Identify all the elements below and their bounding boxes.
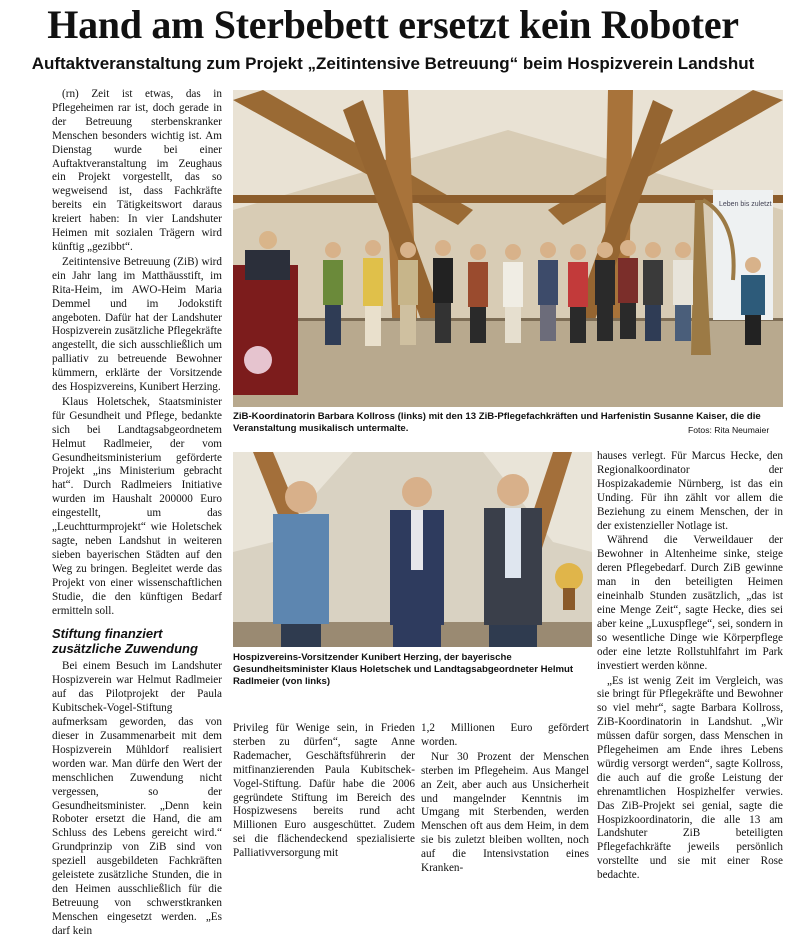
headline: Hand am Sterbebett ersetzt kein Roboter [47,2,739,47]
photo1-caption: ZiB-Koordinatorin Barbara Kollross (links) mit den 13 ZiB-Pflegefachkräften und Harfenistin Susanne Kaiser, die die Veranstaltung musikalisch untermalte. [233,411,761,434]
paragraph: Privileg für Wenige sein, in Frieden sterben zu dürfen“, sagte Anne Rademacher, Geschäftsführerin der mitfinanzierenden Paula Kubitschek-Vogel-Stiftung. Dafür habe die 2006 gegründete Stiftung im Bereich des Hospizwesens bereits rund acht Millionen Euro ausgeschüttet. Zudem sei die flächendeckend spezialisierte Palliativversorgung mit [233,722,415,860]
paragraph: Nur 30 Prozent der Menschen sterben im Pflegeheim. Aus Mangel an Zeit, aber auch aus Unsicherheit und mangelnder Kenntnis im Umgang mit Sterbenden, werden Menschen oft aus dem Heim, in dem sie bis zuletzt bleiben wollten, noch auf die Intensivstation eines Kranken- [421,750,589,875]
paragraph: „Es ist wenig Zeit im Vergleich, was sie bringt für Pflegekräfte und Bewohner so viel mehr“, sagte Barbara Kollross, ZiB-Koordinatorin in Landshut. „Wir müssen dafür sorgen, dass Menschen in Pflegeheimen am Ende ihres Lebens würdig versorgt werden“, sagte Kollross, die auch auf die große Leistung der ehrenamtlichen Hospizhelfer verwies. Das ZiB-Projekt sei genial, sagte die Hospizkoordinatorin, die alle 13 am Landshuter ZiB beteiligten Pflegefachkräfte jeweils persönlich vorstellte und sie mit einer Rose bedachte. [597,674,783,882]
paragraph: 1,2 Millionen Euro gefördert worden. [421,722,589,748]
paragraph: Zeitintensive Betreuung (ZiB) wird ein Jahr lang im Matthäusstift, im Rita-Heim, im AWO-Heim Maria Demmel und im Jodokstift angeboten. Dafür hat der Landshuter Hospizverein zusätzliche Pflegekräfte angestellt, die sich ausschließlich um palliativ zu betreuende Bewohner kümmern, erklärte der Vorsitzende des Hospizvereins, Kunibert Herzing. [52,255,222,394]
paragraph: (rn) Zeit ist etwas, das in Pflegeheimen rar ist, doch gerade in der Betreuung sterbenskranker Menschen besonders wichtig ist. Am Dienstag wurde bei einer Auftaktveranstaltung im Zeughaus ein Projekt vorgestellt, das so wegweisend ist, dass Fachkräfte bereits ein Tätigkeitswort daraus kreiert haben: In vier Landshuter Heimen mit sozialen Trägern wird künftig „gezibbt“. [52,88,222,253]
article-column-4 [597,450,783,883]
article-column-3 [421,722,589,876]
article-column-2 [233,722,415,861]
photo-credit: Fotos: Rita Neumaier [688,425,770,435]
banner-text: Leben bis zuletzt [719,201,772,208]
paragraph: Während die Verweildauer der Bewohner in Altenheime sinke, steige deren Pflegebedarf. Durch ZiB gewinne man in den beteiligten Heimen eineinhalb Stunden zusätzlich, „das ist eine Menge Zeit“, sagte Hecke, dies sei aber keine „Luxuspflege“, sei, sondern in so wesentliche Dinge wie Körperpflege oder eine letzte Rollstuhlfahrt im Park investiert werden könne. [597,534,783,672]
photo-group-nurses [233,90,783,407]
crosshead: Stiftung finanziert zusätzliche Zuwendung [52,626,198,657]
paragraph: Klaus Holetschek, Staatsminister für Gesundheit und Pflege, bedankte sich bei Landtagsabgeordnetem Helmut Radlmeier, der vom Gesundheitsministerium geförderte Projekt „ins Ministerium gebracht hat“. Durch Radlmeiers Initiative wurden im Haushalt 200000 Euro eingestellt, um das „Leuchtturmprojekt“ wie Holetschek sagte, neben Landshut in weiteren sieben bayerischen Städten auf den Weg zu bringen. Begleitet werde das Projekt von einer wissenschaftlichen Studie, die den künftigen Bedarf ermitteln soll. [52,395,222,617]
paragraph: hauses verlegt. Für Marcus Hecke, den Regionalkoordinator der Hospizakademie Nürnberg, ist das ein Unding. Für ihn zählt vor allem die Beziehung zu einem Menschen, der in der existenzieller Notlage ist. [597,450,783,532]
photo-three-men [233,452,592,647]
photo2-caption: Hospizvereins-Vorsitzender Kunibert Herzing, der bayerische Gesundheitsminister Klaus Holetschek und Landtagsabgeordneter Helmut Radlmeier (von links) [233,652,574,687]
paragraph: Bei einem Besuch im Landshuter Hospizverein war Helmut Radlmeier auf das Pilotprojekt der Paula Kubitschek-Vogel-Stiftung aufmerksam geworden, das von dieser in Zusammenarbeit mit dem Hospizverein Mühldorf realisiert worden war. Man dürfe den Wert der menschlichen Zuwendung nicht vergessen, so der Gesundheitsminister. „Denn kein Roboter ersetzt die Hand, die am Schluss des Lebens gereicht wird.“ Grundprinzip von ZiB sind von speziell ausgebildeten Fachkräften geleistete zusätzliche Stunden, die in den Heimen ausschließlich für die Betreuung von schwerstkranken Menschen eingesetzt werden. „Es darf kein [52,660,222,937]
article-column-1 [52,88,222,939]
subheadline: Auftaktveranstaltung zum Projekt „Zeitintensive Betreuung“ beim Hospizverein Landshut [31,54,755,73]
